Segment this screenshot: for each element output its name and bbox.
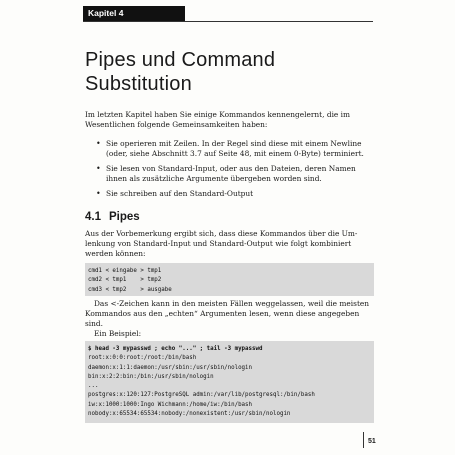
code-line: cmd2 < tmp1 > tmp2 — [88, 277, 162, 284]
header-rule — [83, 21, 373, 22]
code-block-example — [85, 341, 374, 423]
paragraph-line: werden können: — [85, 249, 146, 258]
code-line: iw:x:1000:1000:Ingo Wichmann:/home/iw:/bin/bash — [88, 401, 253, 408]
chapter-header: Kapitel 4 — [83, 6, 185, 21]
intro-line: Im letzten Kapitel haben Sie einige Kommandos kennengelernt, die im — [85, 110, 351, 119]
bullet-icon: • — [96, 189, 101, 198]
redirection-paragraph — [85, 299, 375, 329]
paragraph-line: lenkung von Standard-Input und Standard-Output wie folgt kombiniert — [85, 239, 352, 248]
bullet-item-input — [106, 164, 374, 184]
code-line: daemon:x:1:1:daemon:/usr/sbin:/usr/sbin/nologin — [88, 364, 253, 371]
chapter-title-line-1: Pipes und Command — [85, 49, 276, 71]
section-heading — [85, 210, 140, 224]
code-line: root:x:0:0:root:/root:/bin/bash — [88, 355, 197, 362]
example-label: Ein Beispiel: — [94, 329, 142, 338]
chapter-title — [85, 48, 375, 96]
section-number: 4.1 — [85, 211, 101, 223]
paragraph-line: sind. — [85, 319, 103, 328]
paragraph-line: Kommandos aus den „echten“ Argumenten lesen, wenn diese angegeben — [85, 309, 360, 318]
pipes-intro-paragraph — [85, 229, 375, 259]
footer-rule — [363, 432, 364, 448]
bullet-icon: • — [96, 164, 101, 173]
code-line: cmd1 < eingabe > tmp1 — [88, 268, 162, 274]
bullet-item-output — [106, 189, 374, 199]
chapter-title-line-2: Substitution — [85, 73, 192, 95]
paragraph-line: Das <-Zeichen kann in den meisten Fällen weggelassen, weil die meisten — [94, 299, 370, 308]
bullet-line: Sie lesen von Standard-Input, oder aus den Dateien, deren Namen — [106, 164, 356, 173]
intro-paragraph — [85, 110, 375, 130]
section-title: Pipes — [109, 211, 140, 223]
code-line: ... — [88, 383, 99, 390]
paragraph-line: Aus der Vorbemerkung ergibt sich, dass diese Kommandos über die Um- — [85, 229, 358, 238]
page-number: 51 — [368, 438, 376, 445]
intro-line: Wesentlichen folgende Gemeinsamkeiten haben: — [85, 120, 268, 129]
bullet-line: ihnen als zusätzliche Argumente übergeben worden sind. — [106, 174, 322, 183]
bullet-line: Sie operieren mit Zeilen. In der Regel sind diese mit einem Newline — [106, 139, 362, 148]
code-line: bin:x:2:2:bin:/bin:/usr/sbin/nologin — [88, 373, 214, 380]
code-line: postgres:x:120:127:PostgreSQL admin:/var/lib/postgresql:/bin/bash — [88, 392, 315, 399]
bullet-line: (oder, siehe Abschnitt 3.7 auf Seite 48, mit einem 0-Byte) terminiert. — [106, 149, 364, 158]
code-command-line: $ head -3 mypasswd ; echo "..." ; tail -3 mypasswd — [88, 346, 263, 352]
bullet-line: Sie schreiben auf den Standard-Output — [106, 189, 254, 198]
bullet-item-lines — [106, 139, 374, 159]
bullet-icon: • — [96, 139, 101, 148]
code-line: cmd3 < tmp2 > ausgabe — [88, 286, 172, 293]
code-line: nobody:x:65534:65534:nobody:/nonexistent:/usr/sbin/nologin — [88, 411, 291, 418]
code-block-redirection — [85, 263, 374, 296]
